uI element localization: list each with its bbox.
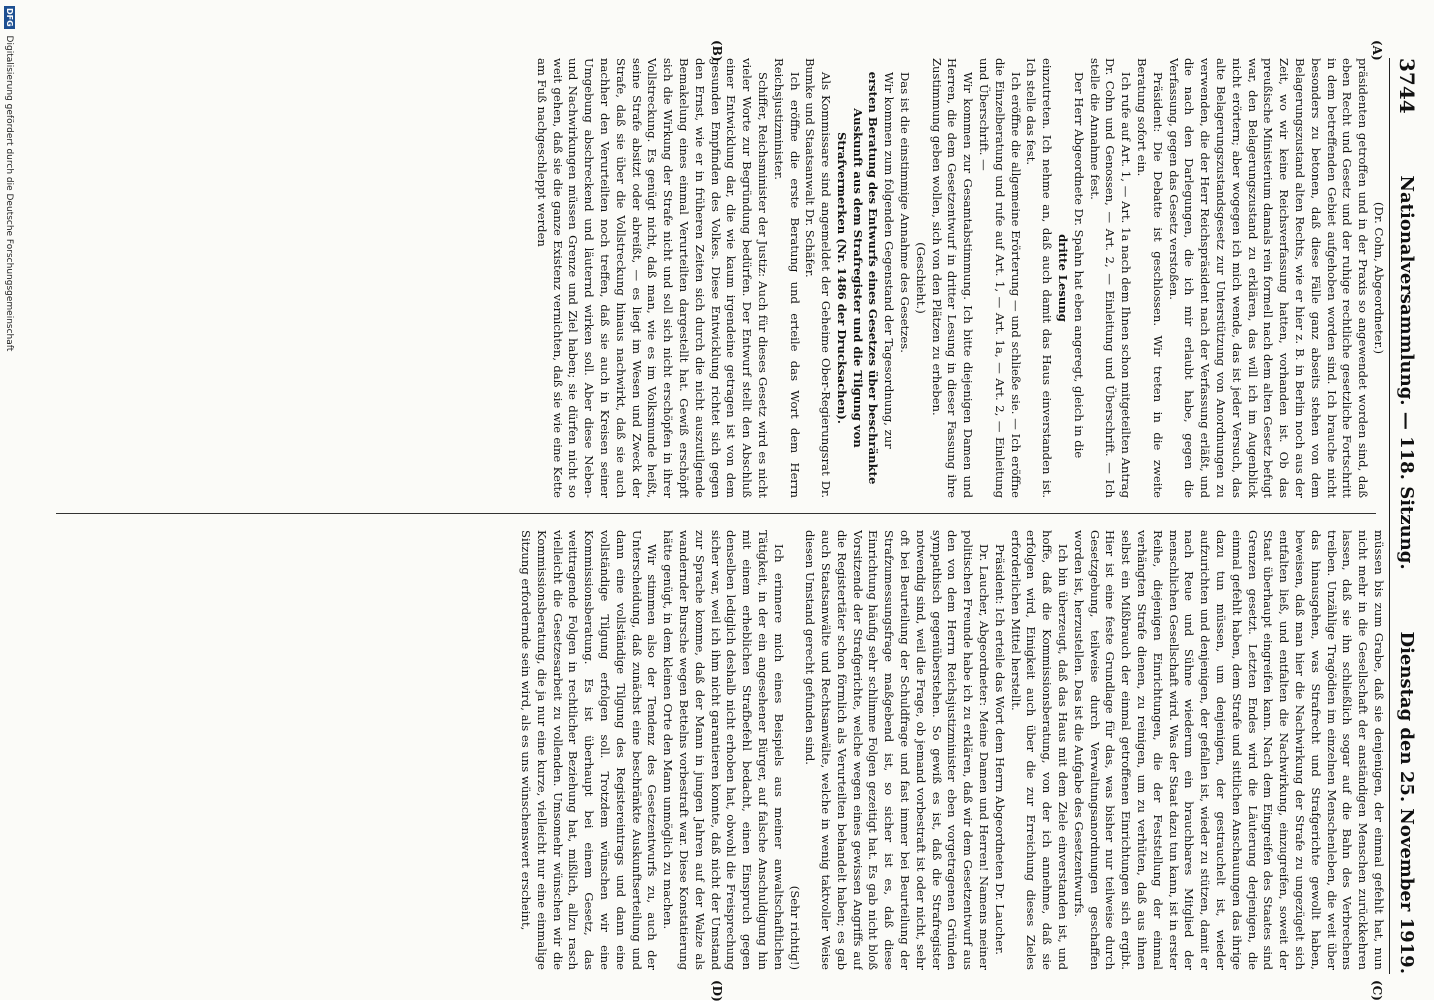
right-column [26, 530, 1386, 970]
margin-marker-a: (A) [1370, 40, 1384, 61]
paragraph: Präsident: Ich erteile das Wort dem Herrn Abgeordneten Dr. Laucher. [992, 544, 1007, 955]
section-heading: dritte Lesung [1056, 234, 1071, 322]
paragraph: Dr. Laucher, Abgeordneter: Meine Damen und Herren! Namens meiner politischen Freunde habe ich zu erklären, daß wir dem Gesetzentwurf aus den von dem Herrn Reichsjustizminister eben vorgetragenen Gründen sympathisch gegenüberstehen. So gewiß es ist, daß die Strafregister notwendig sind, weil die Frage, ob jemand vorbestraft ist oder nicht, sehr oft bei Beurteilung der Schuldfrage und fast immer bei Beurteilung der Strafzumessungsfrage maßgebend ist, so sicher ist es, daß diese Einrichtung häufig sehr schlimme Folgen gezeitigt hat. Es gab nicht bloß Vorsitzende der Strafgerichte, welche wegen eines gewissen Angriffs auf die Registertäter schon förmlich als Verurteilten behandelt haben; es gab auch Staatsanwälte und Rechtsanwälte, welche in wenig taktvoller Weise diesen Umstand gerecht gefunden sind. [803, 530, 992, 970]
paragraph: Ich rufe auf Art. 1, — Art. 1a nach dem Ihnen schon mitgeteilten Antrag Dr. Cohn und Genossen, — Art. 2, — Einleitung und Überschrift. — Ich stelle die Annahme fest. [1087, 58, 1134, 498]
header-date: Dienstag den 25. November 1919. [1396, 631, 1418, 974]
dfg-logo: DFG [5, 8, 14, 27]
paragraph: präsidenten getroffen und in der Praxis so angewendet worden sind, daß eben Recht und Gesetz und der ruhige rechtliche gesetzliche Fortschritt in dem betreffenden Gebiet aufgehoben worden sind. Ich brauche nicht besonders zu betonen, daß diese Fälle ganz abseits stehen von dem Belagerungszustand alten Rechts, wie er hier z. B. in Berlin noch aus der Zeit, wo wir keine Reichsverfassung hatten, vorhanden ist. Ob das preußische Ministerium damals rein formell nach dem alten Gesetz befugt war, den Belagerungszustand zu erklären, das will ich im Augenblick nicht erörtern; aber wogegen ich mich wende, das ist jeder Versuch, das alte Belagerungszustandsgesetz zur Unterstützung von Anordnungen zu verwenden, die der Herr Reichspräsident nach der Verfassung erläßt, und die nach den Darlegungen, die ich mir erlaubt habe, gegen die Verfassung, gegen das Gesetz verstoßen. [1166, 58, 1371, 498]
paragraph: Ich erinnere mich eines Beispiels aus meiner anwaltschaftlichen Tätigkeit, in der ein angesehener Bürger, auf falsche Anschuldigung hin mit einem erheblichen Strafbefehl bedacht, einen Einspruch gegen denselben lediglich deshalb nicht erhoben hat, obwohl die Freisprechung sicher war, weil ich ihm nicht garantieren konnte, daß nicht der Umstand zur Sprache komme, daß der Mann in jungen Jahren auf der Walze als wandernder Bursche wegen Bettelns vorbestraft war. Diese Konstatierung hätte genügt, in dem kleinen Orte den Mann unmöglich zu machen. [661, 530, 786, 970]
paragraph: Als Kommissare sind angemeldet der Geheime Ober-Regierungsrat Dr. Bumke und Staatsanwalt Dr. Schäfer. [803, 58, 834, 498]
running-head [1389, 58, 1424, 974]
left-column [26, 58, 1386, 498]
paragraph: Das ist die einstimmige Annahme des Gesetzes. [898, 72, 913, 353]
paragraph: Präsident: Die Debatte ist geschlossen. Wir treten in die zweite Beratung sofort ein. [1135, 58, 1165, 498]
paragraph: einzutreten. Ich nehme an, daß auch damit das Haus einverstanden ist. Ich stelle das fest. [1024, 58, 1055, 498]
paragraph: Ich bin überzeugt, daß das Haus mit dem Ziele einverstanden ist, und hoffe, daß die Kommissionsberatung, von der ich annehme, daß sie erfolgen wird, Einigkeit auch über die zur Erreichung dieses Zieles erforderlichen Mittel herstellt. [1008, 530, 1071, 970]
speaker-note: (Dr. Cohn, Abgeordneter.) [1372, 202, 1386, 354]
paragraph: Wir kommen zur Gesamtabstimmung. Ich bitte diejenigen Damen und Herren, die dem Gesetzentwurf in dritter Lesung in dieser Fassung ihre Zustimmung geben wollen, sich von den Plätzen zu erheben. [929, 58, 976, 498]
margin-marker-b: (B) [710, 40, 724, 62]
page-number: 3744 [1395, 58, 1419, 114]
paragraph: Wir stimmen also der Tendenz des Gesetzentwurfs zu, auch der Unterscheidung, daß zunächst eine beschränkte Auskunftserteilung und dann eine vollständige Tilgung des Registereintrags und dann eine vollständige Tilgung erfolgen soll. Trotzdem wünschen wir eine Kommissionsberatung. Es ist überhaupt bei einem Gesetz, das weittragende Folgen in rechtlicher Beziehung hat, mißlich, allzu rasch vielleicht die Gesetzesarbeit zu vollenden. Umsomehr wünschen wir die Kommissionsberatung, die ja nur eine kurze, vielleicht nur eine einmalige Sitzung erfordernde sein wird, als es uns wünschenswert erscheint, [518, 530, 660, 970]
margin-marker-c: (C) [1370, 980, 1384, 1001]
paragraph: Ich eröffne die allgemeine Erörterung — und schließe sie. — Ich eröffne die Einzelberatung und rufe auf Art. 1, — Art. 1a, — Art. 2, — Einleitung und Überschrift. — [977, 58, 1023, 498]
digitization-text: Digitalisierung gefördert durch die Deutsche Forschungsgemeinschaft [4, 35, 14, 352]
margin-marker-d: (D) [710, 980, 724, 1002]
agenda-item: ersten Beratung des Entwurfs eines Gesetzes über beschränkte Auskunft aus dem Strafregister und die Tilgung von Strafvermerken (Nr. 1486 der Drucksachen). [834, 71, 881, 485]
paragraph: Schiffer, Reichsminister der Justiz: Auch für dieses Gesetz wird es nicht vieler Worte zur Begründung bedürfen. Der Entwurf stellt den Abschluß einer Entwicklung dar, die wie kaum irgendeine getragen ist von dem gesunden Empfinden des Volkes. Diese Entwicklung richtet sich gegen den Ernst, wie er in früheren Zeiten sich durch die nicht auszutilgende Bemakelung eines einmal Verurteilten dargestellt hat. Gewiß erschöpft sich die Wirkung der Strafe nicht und soll sich nicht erschöpfen in ihrer Vollstreckung. Es genügt nicht, daß man, wie es im Volksmunde heißt, seine Strafe absitzt oder abreißt, — es liegt im Wesen und Zweck der Strafe, daß sie über die Vollstreckung hinaus nachwirkt, daß sie auch nachher den Verurteilten noch treffen, daß sie auch in Kreisen seiner Umgebung abschreckend und läuternd wirken soll. Aber diese Neben- und Nachwirkungen müssen Grenze und Ziel haben; sie dürfen nicht so weit gehen, daß sie die ganze Existenz vernichten, daß sie wie eine Kette am Fuß nachgeschleppt werden [534, 58, 770, 498]
digitization-note [0, 0, 17, 1000]
paragraph: müssen bis zum Grabe, daß sie denjenigen, der einmal gefehlt hat, nun nicht mehr in die Gesellschaft der anständigen Menschen zurückkehren lassen, daß sie ihn schließlich sogar auf die Bahn des Verbrechens treiben. Unzählige Tragödien im einzelnen Menschenleben, die weit über das hinausgehen, was Strafrecht und Strafgerichte gewollt haben, beweisen, daß man hier die Nachwirkung der Strafe zu ungezügelt sich entfalten ließ, und entfalten die Nachwirkung, einzugreifen, soweit der Staat überhaupt eingreifen kann. Nach dem Eingreifen des Staates sind Grenzen gesetzt. Letzten Endes wird die Läuterung derjenigen, die einmal gefehlt haben, dem Strafe und sittlichen Anschauungen das ihrige dazu tun müssen, um denjenigen, der gestrauchelt ist, wieder aufzurichten und denjenigen, der gefallen ist, wieder zu stützen, damit er nach Reue und Sühne wiederum ein brauchbares Mitglied der menschlichen Gesellschaft wird. Was der Staat dazu tun kann, ist in erster Reihe, diejenigen Einrichtungen, die der Feststellung der einmal verhängten Strafe dienen, zu reinigen, um zu verhüten, daß aus ihnen selbst ein Mißbrauch der einmal getroffenen Einrichtungen sich ergibt. Hier ist eine feste Grundlage für das, was bisher nur teilweise durch Gesetzgebung, teilweise durch Verwaltungsanordnungen geschaffen worden ist, herzustellen. Das ist die Aufgabe des Gesetzentwurfs. [1071, 530, 1386, 970]
interjection: (Geschieht.) [913, 242, 928, 314]
paragraph: Der Herr Abgeordnete Dr. Spahn hat eben angeregt, gleich in die [1071, 72, 1086, 459]
paragraph: Wir kommen zum folgenden Gegenstand der Tagesordnung, zur [882, 72, 897, 449]
header-title: Nationalversammlung. — 118. Sitzung. [1396, 175, 1418, 570]
interjection: (Sehr richtig!) [787, 885, 802, 970]
paragraph: Ich eröffne die erste Beratung und erteile das Wort dem Herrn Reichsjustizminister. [771, 58, 802, 498]
column-divider [56, 513, 1376, 514]
